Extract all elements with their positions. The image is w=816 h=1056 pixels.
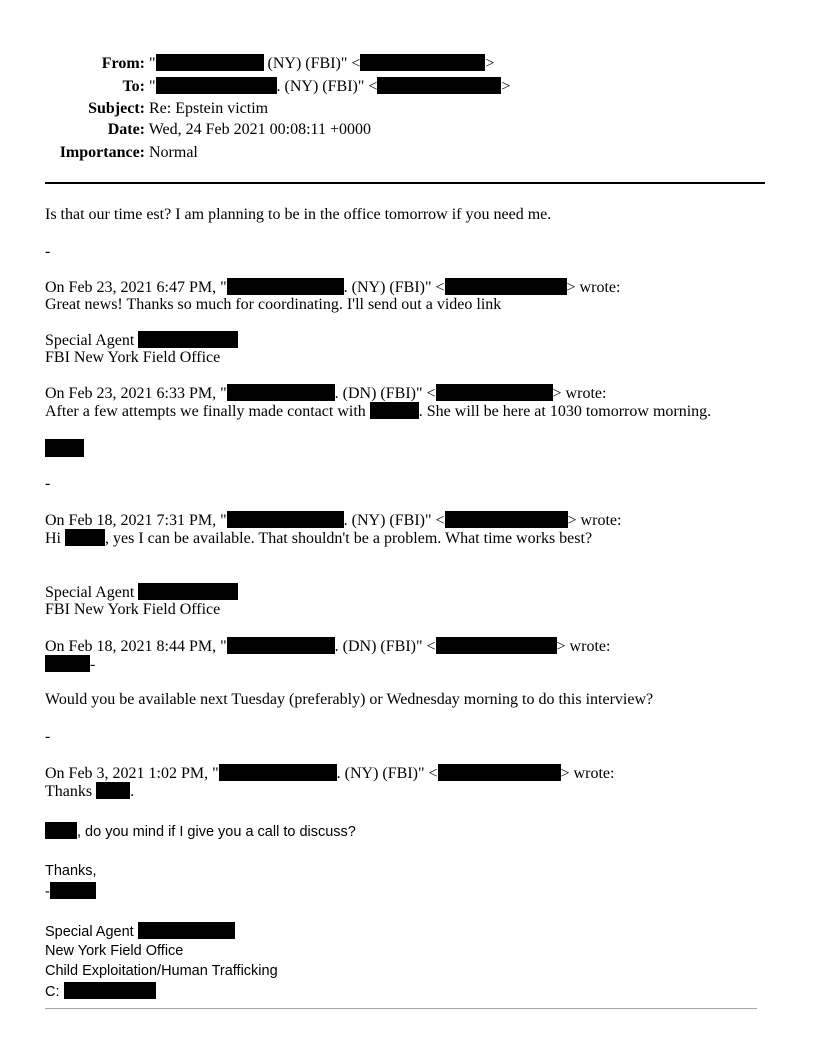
to-row [59,77,510,96]
signature-office: New York Field Office [45,943,184,959]
signature-2 [45,583,238,602]
quote-text-4: Would you be available next Tuesday (preferably) or Wednesday morning to do this interview? [45,691,654,708]
signoff-dash: - [45,884,50,900]
redaction [64,982,156,999]
signoff-line [45,882,96,901]
quote-text-part: . [130,783,135,800]
subject-row [59,100,268,118]
thanks-line: Thanks, [45,863,97,879]
from-org: (NY) (FBI)" < [263,55,361,72]
quote-thanks-5 [45,782,134,801]
redaction [227,278,344,295]
redaction [360,54,485,71]
redaction [96,782,130,799]
signature-title: Special Agent [45,332,139,349]
quote-wrote: > wrote: [552,385,607,402]
redaction [156,54,264,71]
redaction [227,384,335,401]
quote-date: On Feb 3, 2021 1:02 PM, " [45,765,219,782]
quote-text-3 [45,529,592,548]
quote-greeting-4 [45,655,95,674]
quote-org: . (NY) (FBI)" < [336,765,438,782]
redaction [45,655,90,672]
redaction [45,822,77,839]
quote-header-2 [45,384,606,403]
redaction [377,77,501,94]
quote-org: . (DN) (FBI)" < [334,385,436,402]
quote-text-part: , yes I can be available. That shouldn't be a problem. What time works best? [105,530,593,547]
importance-row [59,144,198,162]
redaction [156,77,277,94]
quote-date: On Feb 23, 2021 6:47 PM, " [45,279,227,296]
to-end: > [501,78,511,95]
redaction [445,511,568,528]
call-line [45,822,356,841]
importance-value: Normal [149,144,198,161]
quote-text-part: Thanks [45,783,97,800]
quote-date: On Feb 23, 2021 6:33 PM, " [45,385,227,402]
cell-label: C: [45,984,64,1000]
quote-date: On Feb 18, 2021 7:31 PM, " [45,512,227,529]
redaction [219,764,337,781]
quote-header-1 [45,278,620,297]
signature-unit: Child Exploitation/Human Trafficking [45,963,278,979]
redaction [370,402,419,419]
footer-divider [45,1008,757,1009]
redaction [50,882,96,899]
redaction [65,529,105,546]
redaction [438,764,561,781]
reply-text: Is that our time est? I am planning to be in the office tomorrow if you need me. [45,206,552,223]
signature-office: FBI New York Field Office [45,601,221,618]
subject-label: Subject: [88,100,145,117]
quote-header-4 [45,637,610,656]
quote-org: . (DN) (FBI)" < [334,638,436,655]
signature-title: Special Agent [45,584,139,601]
quote-text-part: . She will be here at 1030 tomorrow morning. [418,403,712,420]
subject-value: Re: Epstein victim [149,100,269,117]
quote-text-2 [45,402,711,421]
quote-text-part: After a few attempts we finally made contact with [45,403,370,420]
call-text: , do you mind if I give you a call to discuss? [77,824,356,840]
signature-cell [45,982,156,1001]
quote-text-1: Great news! Thanks so much for coordinating. I'll send out a video link [45,296,502,313]
signature-1 [45,331,238,350]
redaction [138,331,238,348]
signature-title: Special Agent [45,924,138,940]
quote-header-5 [45,764,614,783]
from-label: From: [101,55,145,72]
quote-header-3 [45,511,621,530]
quote-wrote: > wrote: [567,512,622,529]
redaction [436,384,553,401]
redaction [227,637,335,654]
from-quote: " [149,55,156,72]
signature-office: FBI New York Field Office [45,349,221,366]
date-row [59,121,371,139]
quote-wrote: > wrote: [566,279,621,296]
redaction [138,583,238,600]
dash-separator: - [45,243,51,260]
signature-3 [45,922,235,941]
date-value: Wed, 24 Feb 2021 00:08:11 +0000 [148,121,371,138]
redaction [138,922,235,939]
to-label: To: [122,78,145,95]
greeting-dash: - [90,656,96,673]
date-label: Date: [107,121,145,138]
to-org: . (NY) (FBI)" < [276,78,378,95]
to-quote: " [149,78,156,95]
redaction [436,637,557,654]
quote-wrote: > wrote: [560,765,615,782]
importance-label: Importance: [59,144,145,161]
redaction [45,439,84,457]
header-divider [45,182,765,184]
redaction [445,278,567,295]
dash-separator: - [45,728,51,745]
from-row [59,54,494,73]
dash-separator: - [45,475,51,492]
quote-wrote: > wrote: [556,638,611,655]
from-end: > [485,55,495,72]
quote-org: . (NY) (FBI)" < [343,279,445,296]
quote-org: . (NY) (FBI)" < [343,512,445,529]
quote-text-part: Hi [45,530,65,547]
redaction [227,511,344,528]
quote-date: On Feb 18, 2021 8:44 PM, " [45,638,227,655]
